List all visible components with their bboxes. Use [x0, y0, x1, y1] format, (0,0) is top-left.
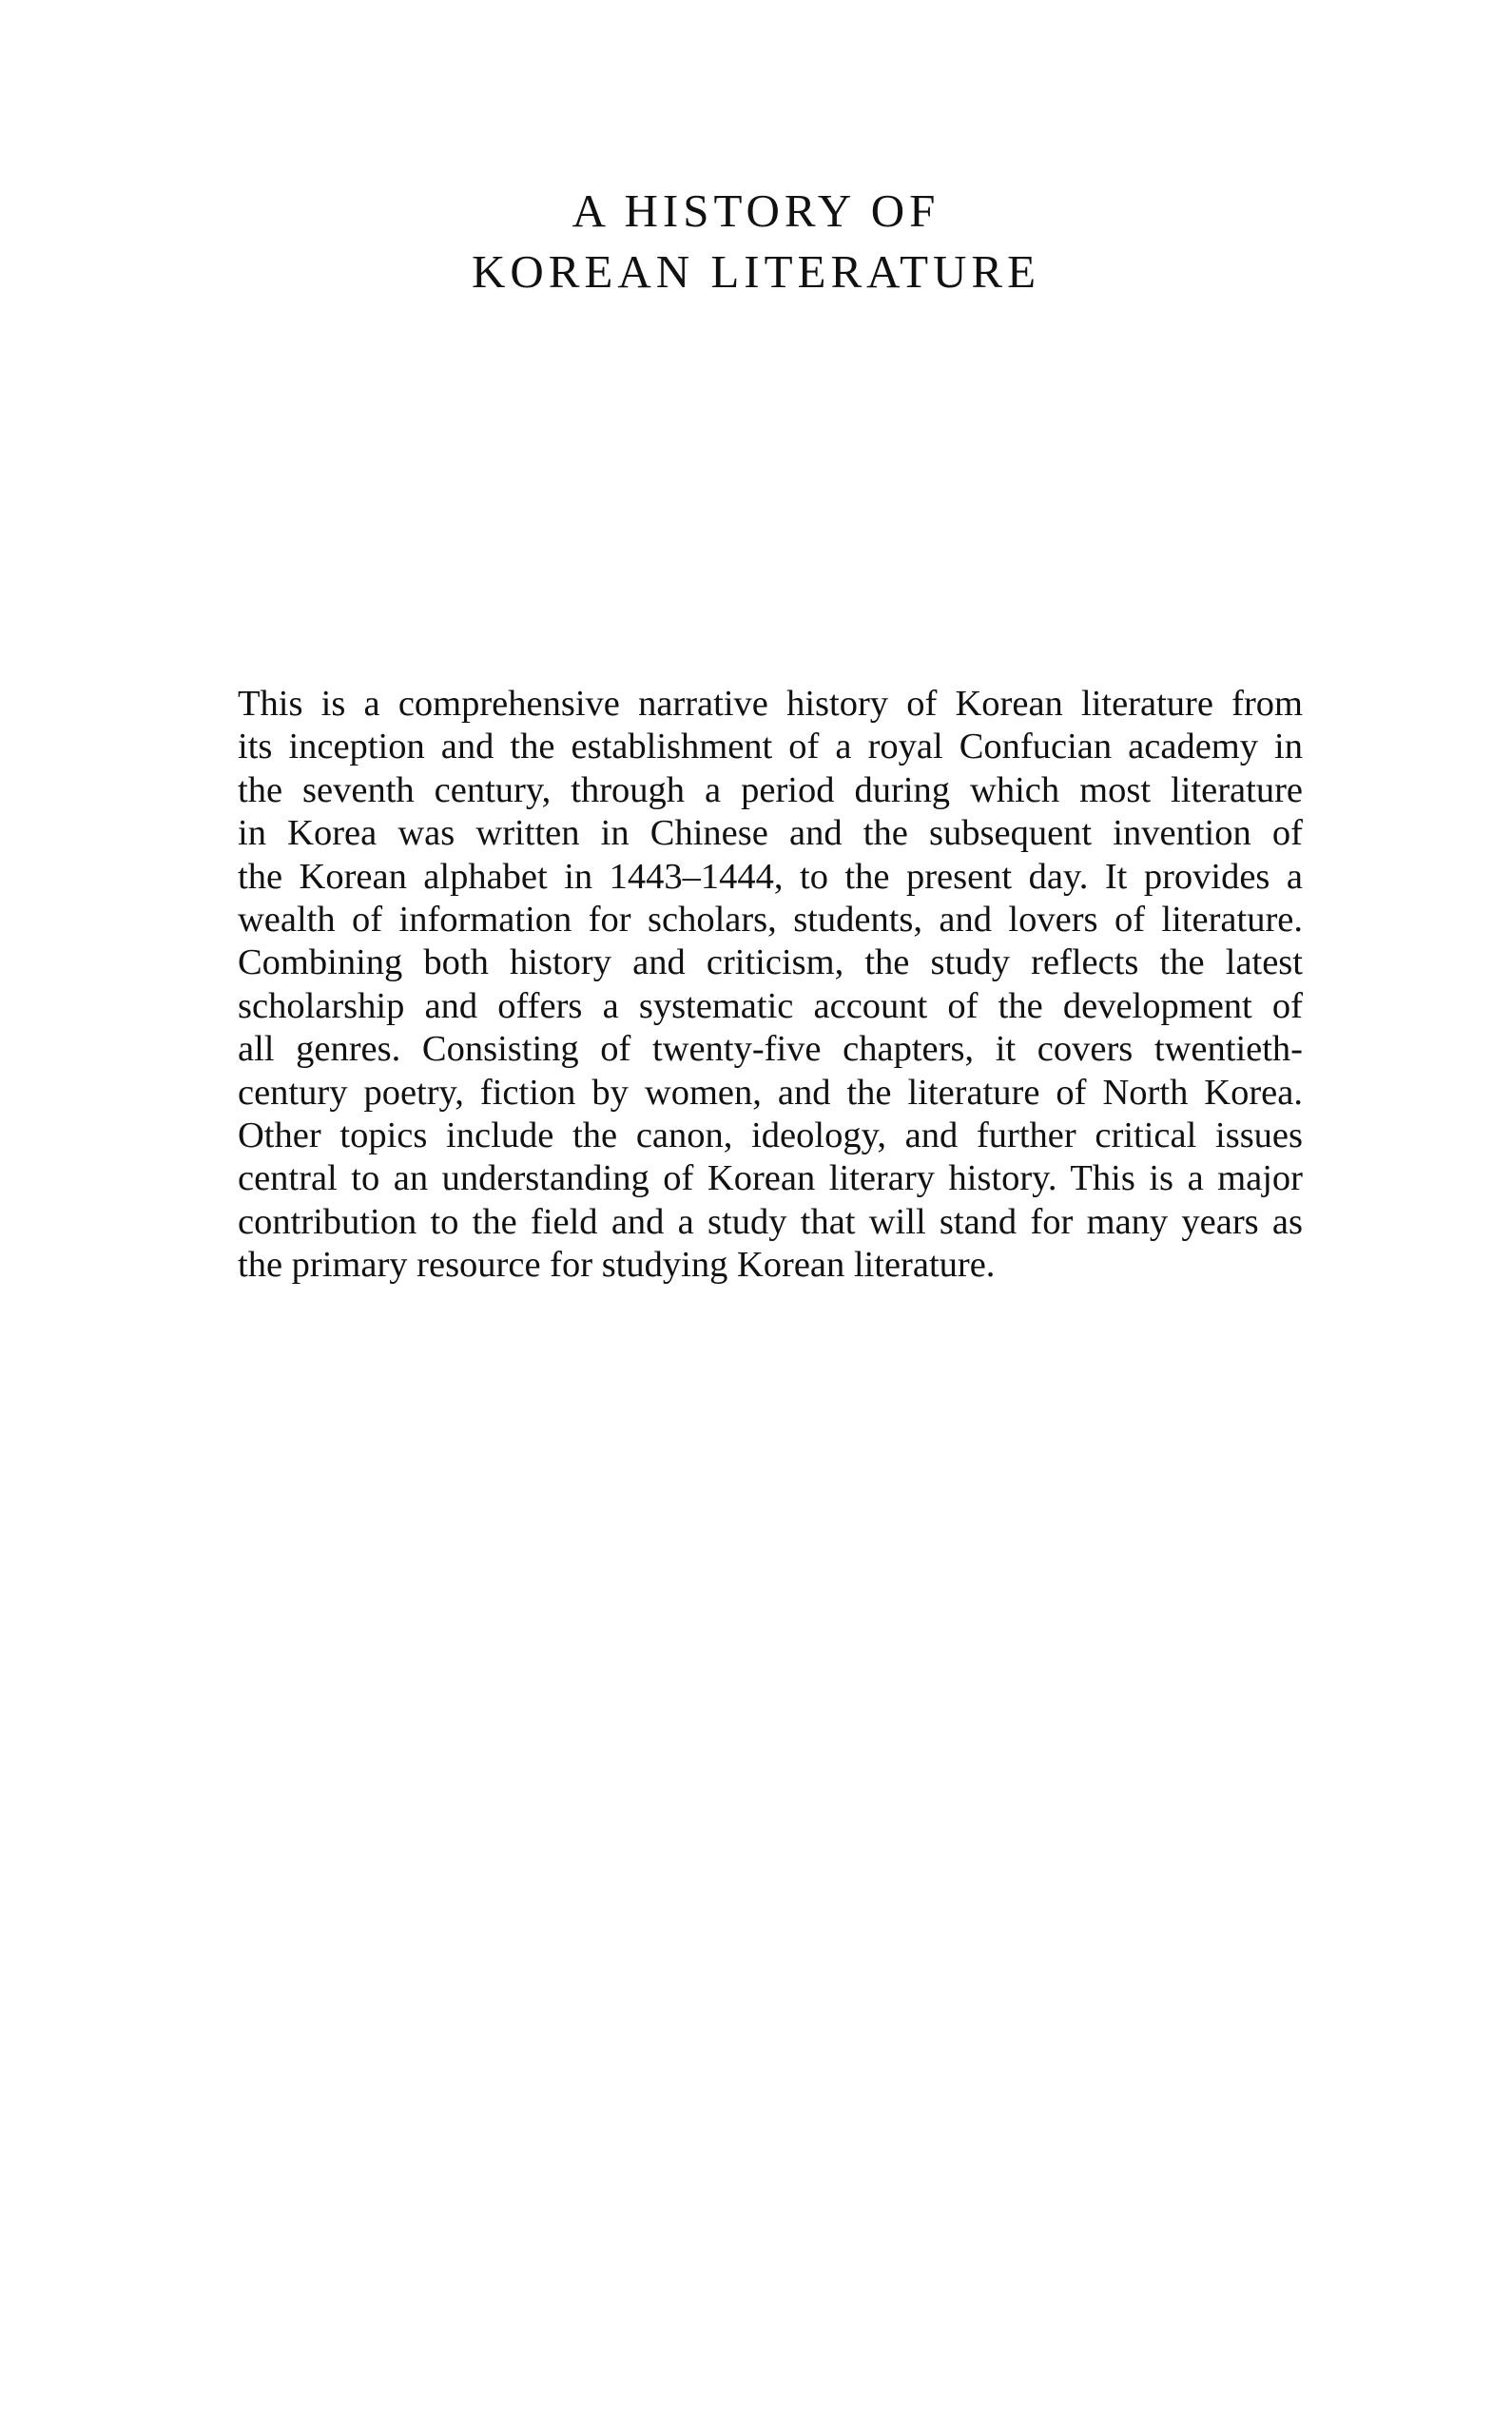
description-line: the Korean alphabet in 1443–1444, to the present day. It provides a	[238, 856, 1303, 897]
description-line: in Korea was written in Chinese and the subsequent invention of	[238, 813, 1303, 854]
description-line: Other topics include the canon, ideology, and further critical issues	[238, 1116, 1303, 1156]
description-line: Combining both history and criticism, the study reflects the latest	[238, 942, 1303, 983]
book-description	[238, 683, 1303, 1288]
description-line: the primary resource for studying Korean literature.	[238, 1245, 996, 1286]
description-line: scholarship and offers a systematic account of the development of	[238, 985, 1303, 1026]
description-line: wealth of information for scholars, students, and lovers of literature.	[238, 900, 1303, 941]
description-line: This is a comprehensive narrative history of Korean literature from	[238, 684, 1303, 724]
title-line-1: A HISTORY OF	[572, 184, 940, 237]
description-line: century poetry, fiction by women, and the literature of North Korea.	[238, 1072, 1303, 1113]
description-line: its inception and the establishment of a royal Confucian academy in	[238, 727, 1303, 767]
description-line: central to an understanding of Korean literary history. This is a major	[238, 1158, 1303, 1199]
description-line: all genres. Consisting of twenty-five chapters, it covers twentieth-	[238, 1029, 1303, 1070]
description-line: the seventh century, through a period during which most literature	[238, 769, 1303, 810]
title-line-2: KOREAN LITERATURE	[471, 245, 1041, 298]
description-line: contribution to the field and a study that will stand for many years as	[238, 1201, 1303, 1242]
book-title	[0, 181, 1512, 302]
